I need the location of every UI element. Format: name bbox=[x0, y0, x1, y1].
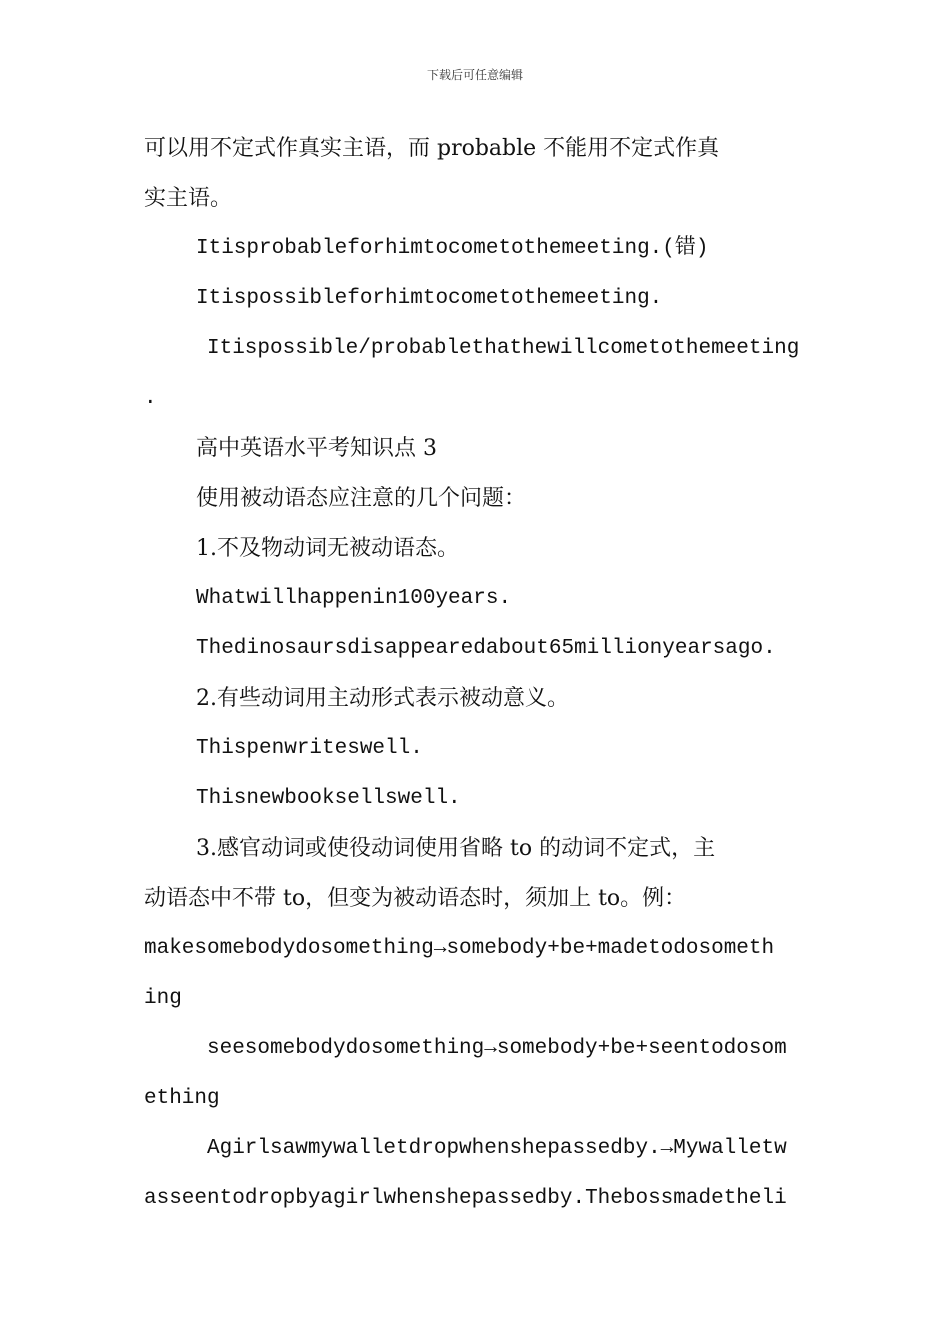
text-line: makesomebodydosomething→somebody+be+madetodosometh bbox=[144, 937, 775, 960]
text-line: ing bbox=[144, 987, 182, 1010]
text-line: ething bbox=[144, 1087, 220, 1110]
text-line: Thedinosaursdisappearedabout65millionyearsago. bbox=[196, 637, 776, 660]
text-line: . bbox=[144, 387, 157, 410]
text-line: 可以用不定式作真实主语，而 probable 不能用不定式作真 bbox=[144, 136, 720, 161]
text-line: Thispenwriteswell. bbox=[196, 737, 423, 760]
text-line: 2.有些动词用主动形式表示被动意义。 bbox=[196, 686, 569, 711]
text-line: 3.感官动词或使役动词使用省略 to 的动词不定式，主 bbox=[196, 836, 716, 861]
text-line: asseentodropbyagirlwhenshepassedby.Thebossmadetheli bbox=[144, 1187, 787, 1210]
text-line: Agirlsawmywalletdropwhenshepassedby.→Mywalletw bbox=[207, 1137, 787, 1160]
page-header: 下载后可任意编辑 bbox=[426, 68, 523, 82]
text-line: Thisnewbooksellswell. bbox=[196, 787, 461, 810]
text-line: 1.不及物动词无被动语态。 bbox=[196, 536, 459, 561]
text-line: 实主语。 bbox=[144, 186, 233, 211]
text-line: 使用被动语态应注意的几个问题： bbox=[196, 486, 527, 511]
text-line: Itisprobableforhimtocometothemeeting.(错) bbox=[196, 237, 709, 260]
text-line: seesomebodydosomething→somebody+be+seentodosom bbox=[207, 1037, 787, 1060]
text-line: Whatwillhappenin100years. bbox=[196, 587, 512, 610]
text-line: 动语态中不带 to，但变为被动语态时，须加上 to。例： bbox=[144, 886, 687, 911]
section-heading: 高中英语水平考知识点 3 bbox=[196, 436, 437, 461]
text-line: Itispossibleforhimtocometothemeeting. bbox=[196, 287, 663, 310]
text-line: Itispossible/probablethathewillcometothemeeting bbox=[207, 337, 800, 360]
